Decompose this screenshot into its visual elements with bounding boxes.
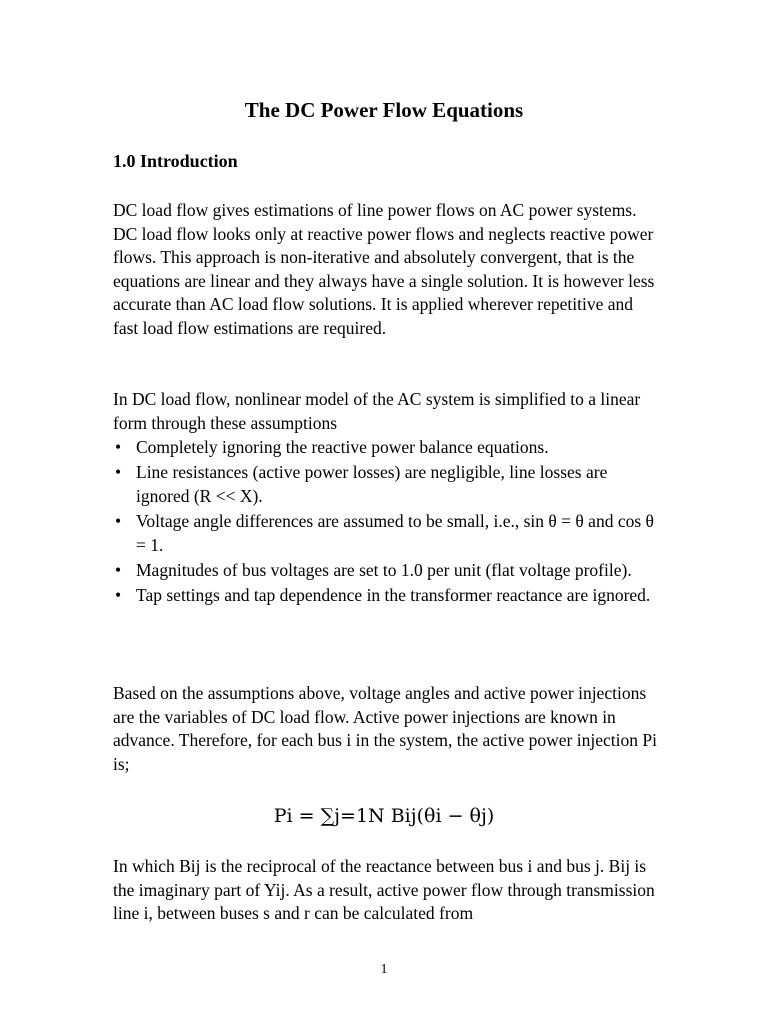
paragraph-assumptions-intro: In DC load flow, nonlinear model of the AC system is simplified to a linear form through these assumptions xyxy=(113,389,641,433)
list-item-text: Line resistances (active power losses) are negligible, line losses are ignored (R << X). xyxy=(136,461,608,507)
paragraph-variables: Based on the assumptions above, voltage angles and active power injections are the variables of DC load flow. Active power injections are known in advance. Therefore, for each bus i in the system, the active power injection Pi is; xyxy=(113,683,657,774)
list-item-text: Tap settings and tap dependence in the transformer reactance are ignored. xyxy=(136,584,651,605)
bullet-icon: • xyxy=(115,559,122,580)
bullet-icon: • xyxy=(115,510,122,531)
bullet-icon: • xyxy=(115,437,122,457)
list-item xyxy=(113,460,658,509)
paragraph-introduction: DC load flow gives estimations of line power flows on AC power systems. DC load flow looks only at reactive power flows and neglects reactive power flows. This approach is non-iterative and absolutely convergent, that is the equations are linear and they always have a single solution. It is however less accurate than AC load flow solutions. It is applied wherever repetitive and fast load flow estimations are required. xyxy=(113,200,655,338)
list-item xyxy=(113,509,658,558)
list-item-text: Magnitudes of bus voltages are set to 1.0 per unit (flat voltage profile). xyxy=(136,559,632,580)
power-injection-equation: Pi = ∑j=1N Bij(θi − θj) xyxy=(273,805,495,827)
bullet-icon: • xyxy=(115,461,122,482)
section-heading: 1.0 Introduction xyxy=(113,151,238,171)
list-item xyxy=(113,583,658,608)
list-item-text: Completely ignoring the reactive power balance equations. xyxy=(136,437,549,457)
list-item xyxy=(113,435,658,460)
bullet-icon: • xyxy=(115,584,122,605)
page-number: 1 xyxy=(380,962,388,977)
list-item-text: Voltage angle differences are assumed to be small, i.e., sin θ = θ and cos θ = 1. xyxy=(136,510,654,556)
assumptions-list xyxy=(113,435,658,607)
document-title: The DC Power Flow Equations xyxy=(244,98,524,122)
paragraph-reciprocal: In which Bij is the reciprocal of the reactance between bus i and bus j. Bij is the imaginary part of Yij. As a result, active power flow through transmission line i, between buses s and r can be calculated from xyxy=(113,856,655,924)
list-item xyxy=(113,558,658,583)
